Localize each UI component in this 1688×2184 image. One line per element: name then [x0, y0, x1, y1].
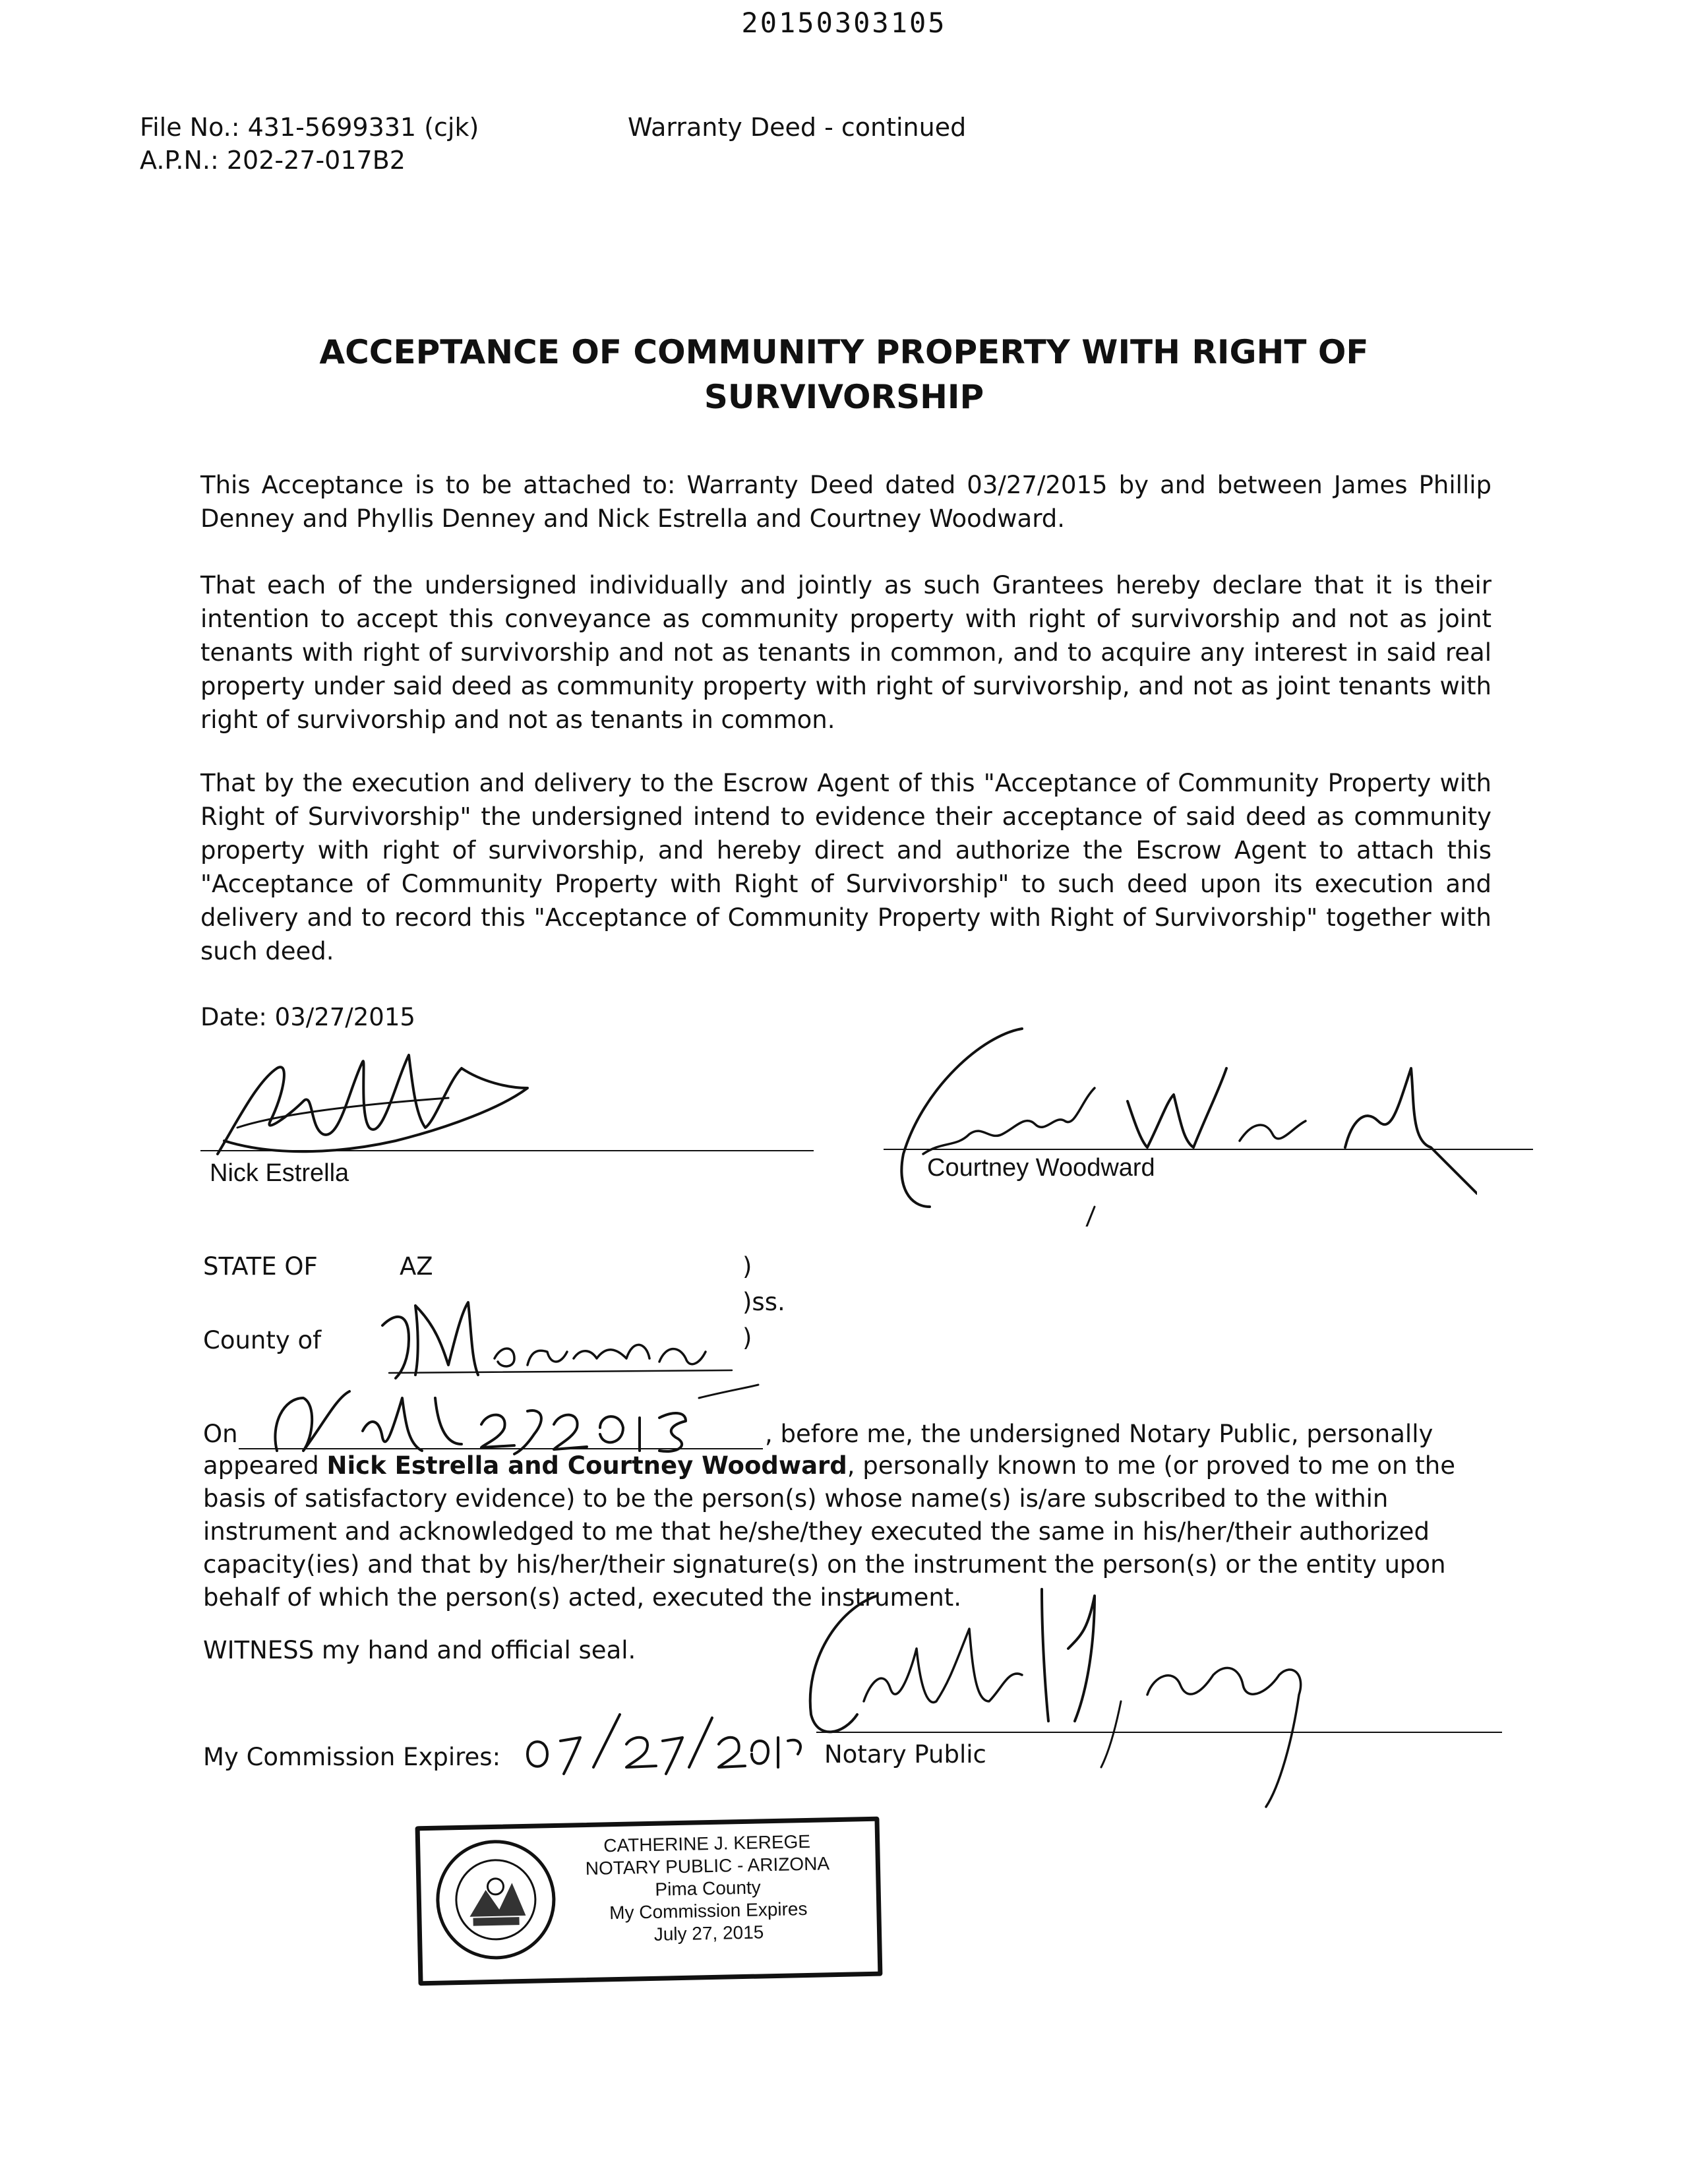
declaration-paragraph: That each of the undersigned individually and jointly as such Grantees hereby declare that it is their intention to accept this conveyance as community property with right of survivorship and not as joint tenants with right of survivorship and not as tenants in common, and to acquire any interest in said real property under said deed as community property with right of survivorship, and not as joint tenants with right of survivorship and not as tenants in common. — [200, 571, 1492, 734]
apn-number: A.P.N.: 202-27-017B2 — [140, 146, 406, 175]
state-seal-icon — [432, 1836, 560, 1964]
state-value: AZ — [400, 1252, 433, 1281]
recording-number: 20150303105 — [741, 7, 947, 39]
ack-line-4: instrument and acknowledged to me that he/she/they executed the same in his/her/their authorized — [203, 1517, 1430, 1546]
signature-nick-estrella — [198, 1042, 567, 1167]
witness-line: WITNESS my hand and official seal. — [203, 1636, 636, 1664]
handwritten-commission-date — [514, 1708, 804, 1780]
date-line: Date: 03/27/2015 — [200, 1003, 415, 1031]
stamp-commission-label: My Commission Expires — [609, 1898, 808, 1924]
title-line-1: ACCEPTANCE OF COMMUNITY PROPERTY WITH RIGHT OF — [319, 333, 1369, 371]
stamp-text — [545, 1829, 870, 1948]
venue-paren-top: ) — [742, 1252, 752, 1281]
document-type: Warranty Deed - continued — [628, 113, 967, 142]
appeared-names: Nick Estrella and Courtney Woodward — [326, 1451, 847, 1480]
county-label: County of — [203, 1326, 322, 1354]
ack-intro: , before me, the undersigned Notary Public, personally — [765, 1420, 1433, 1448]
signer-name-right: Courtney Woodward — [927, 1154, 1155, 1182]
notary-signature-line — [816, 1732, 1502, 1733]
stamp-county: Pima County — [655, 1877, 762, 1900]
signature-notary — [778, 1569, 1437, 1820]
notary-public-label: Notary Public — [824, 1740, 986, 1769]
ack-line-2 — [203, 1449, 1455, 1482]
ack-line-3: basis of satisfactory evidence) to be the person(s) whose name(s) is/are subscribed to the within — [203, 1484, 1389, 1513]
stamp-commission-date: July 27, 2015 — [653, 1922, 764, 1945]
ack-line-2-rest: , personally known to me (or proved to me on the — [847, 1451, 1455, 1480]
venue-ss: )ss. — [742, 1288, 785, 1316]
stamp-notary-name: CATHERINE J. KEREGE — [603, 1831, 811, 1856]
ack-line-6: behalf of which the person(s) acted, executed the instrument. — [203, 1583, 962, 1612]
signature-line-right — [884, 1149, 1533, 1150]
on-label: On — [203, 1420, 238, 1448]
stamp-title: NOTARY PUBLIC - ARIZONA — [585, 1853, 830, 1879]
page-title — [198, 330, 1490, 419]
signature-courtney-woodward — [884, 1009, 1477, 1227]
signature-line-left — [200, 1150, 814, 1151]
ack-line-5: capacity(ies) and that by his/her/their signature(s) on the instrument the person(s) or the entity upon — [203, 1550, 1446, 1579]
escrow-paragraph: That by the execution and delivery to the Escrow Agent of this "Acceptance of Community Property with Right of Survivorship" the undersigned intend to evidence their acceptance of said deed as community property with right of survivorship, and hereby direct and authorize the Escrow Agent to attach this "Acceptance of Community Property with Right of Survivorship" to such deed upon its execution and delivery and to record this "Acceptance of Community Property with Right of Survivorship" together with such deed. — [200, 769, 1492, 965]
commission-label: My Commission Expires: — [203, 1743, 501, 1771]
notary-stamp — [415, 1817, 883, 1986]
venue-paren-bottom: ) — [742, 1323, 752, 1352]
state-label: STATE OF — [203, 1252, 318, 1281]
attachment-paragraph: This Acceptance is to be attached to: Warranty Deed dated 03/27/2015 by and between James Phillip Denney and Phyllis Denney and Nick Estrella and Courtney Woodward. — [200, 471, 1492, 533]
handwritten-county — [369, 1286, 738, 1385]
signer-name-left: Nick Estrella — [210, 1159, 349, 1187]
appeared-label: appeared — [203, 1451, 327, 1480]
file-number: File No.: 431-5699331 (cjk) — [140, 113, 479, 142]
title-line-2: SURVIVORSHIP — [704, 378, 984, 416]
